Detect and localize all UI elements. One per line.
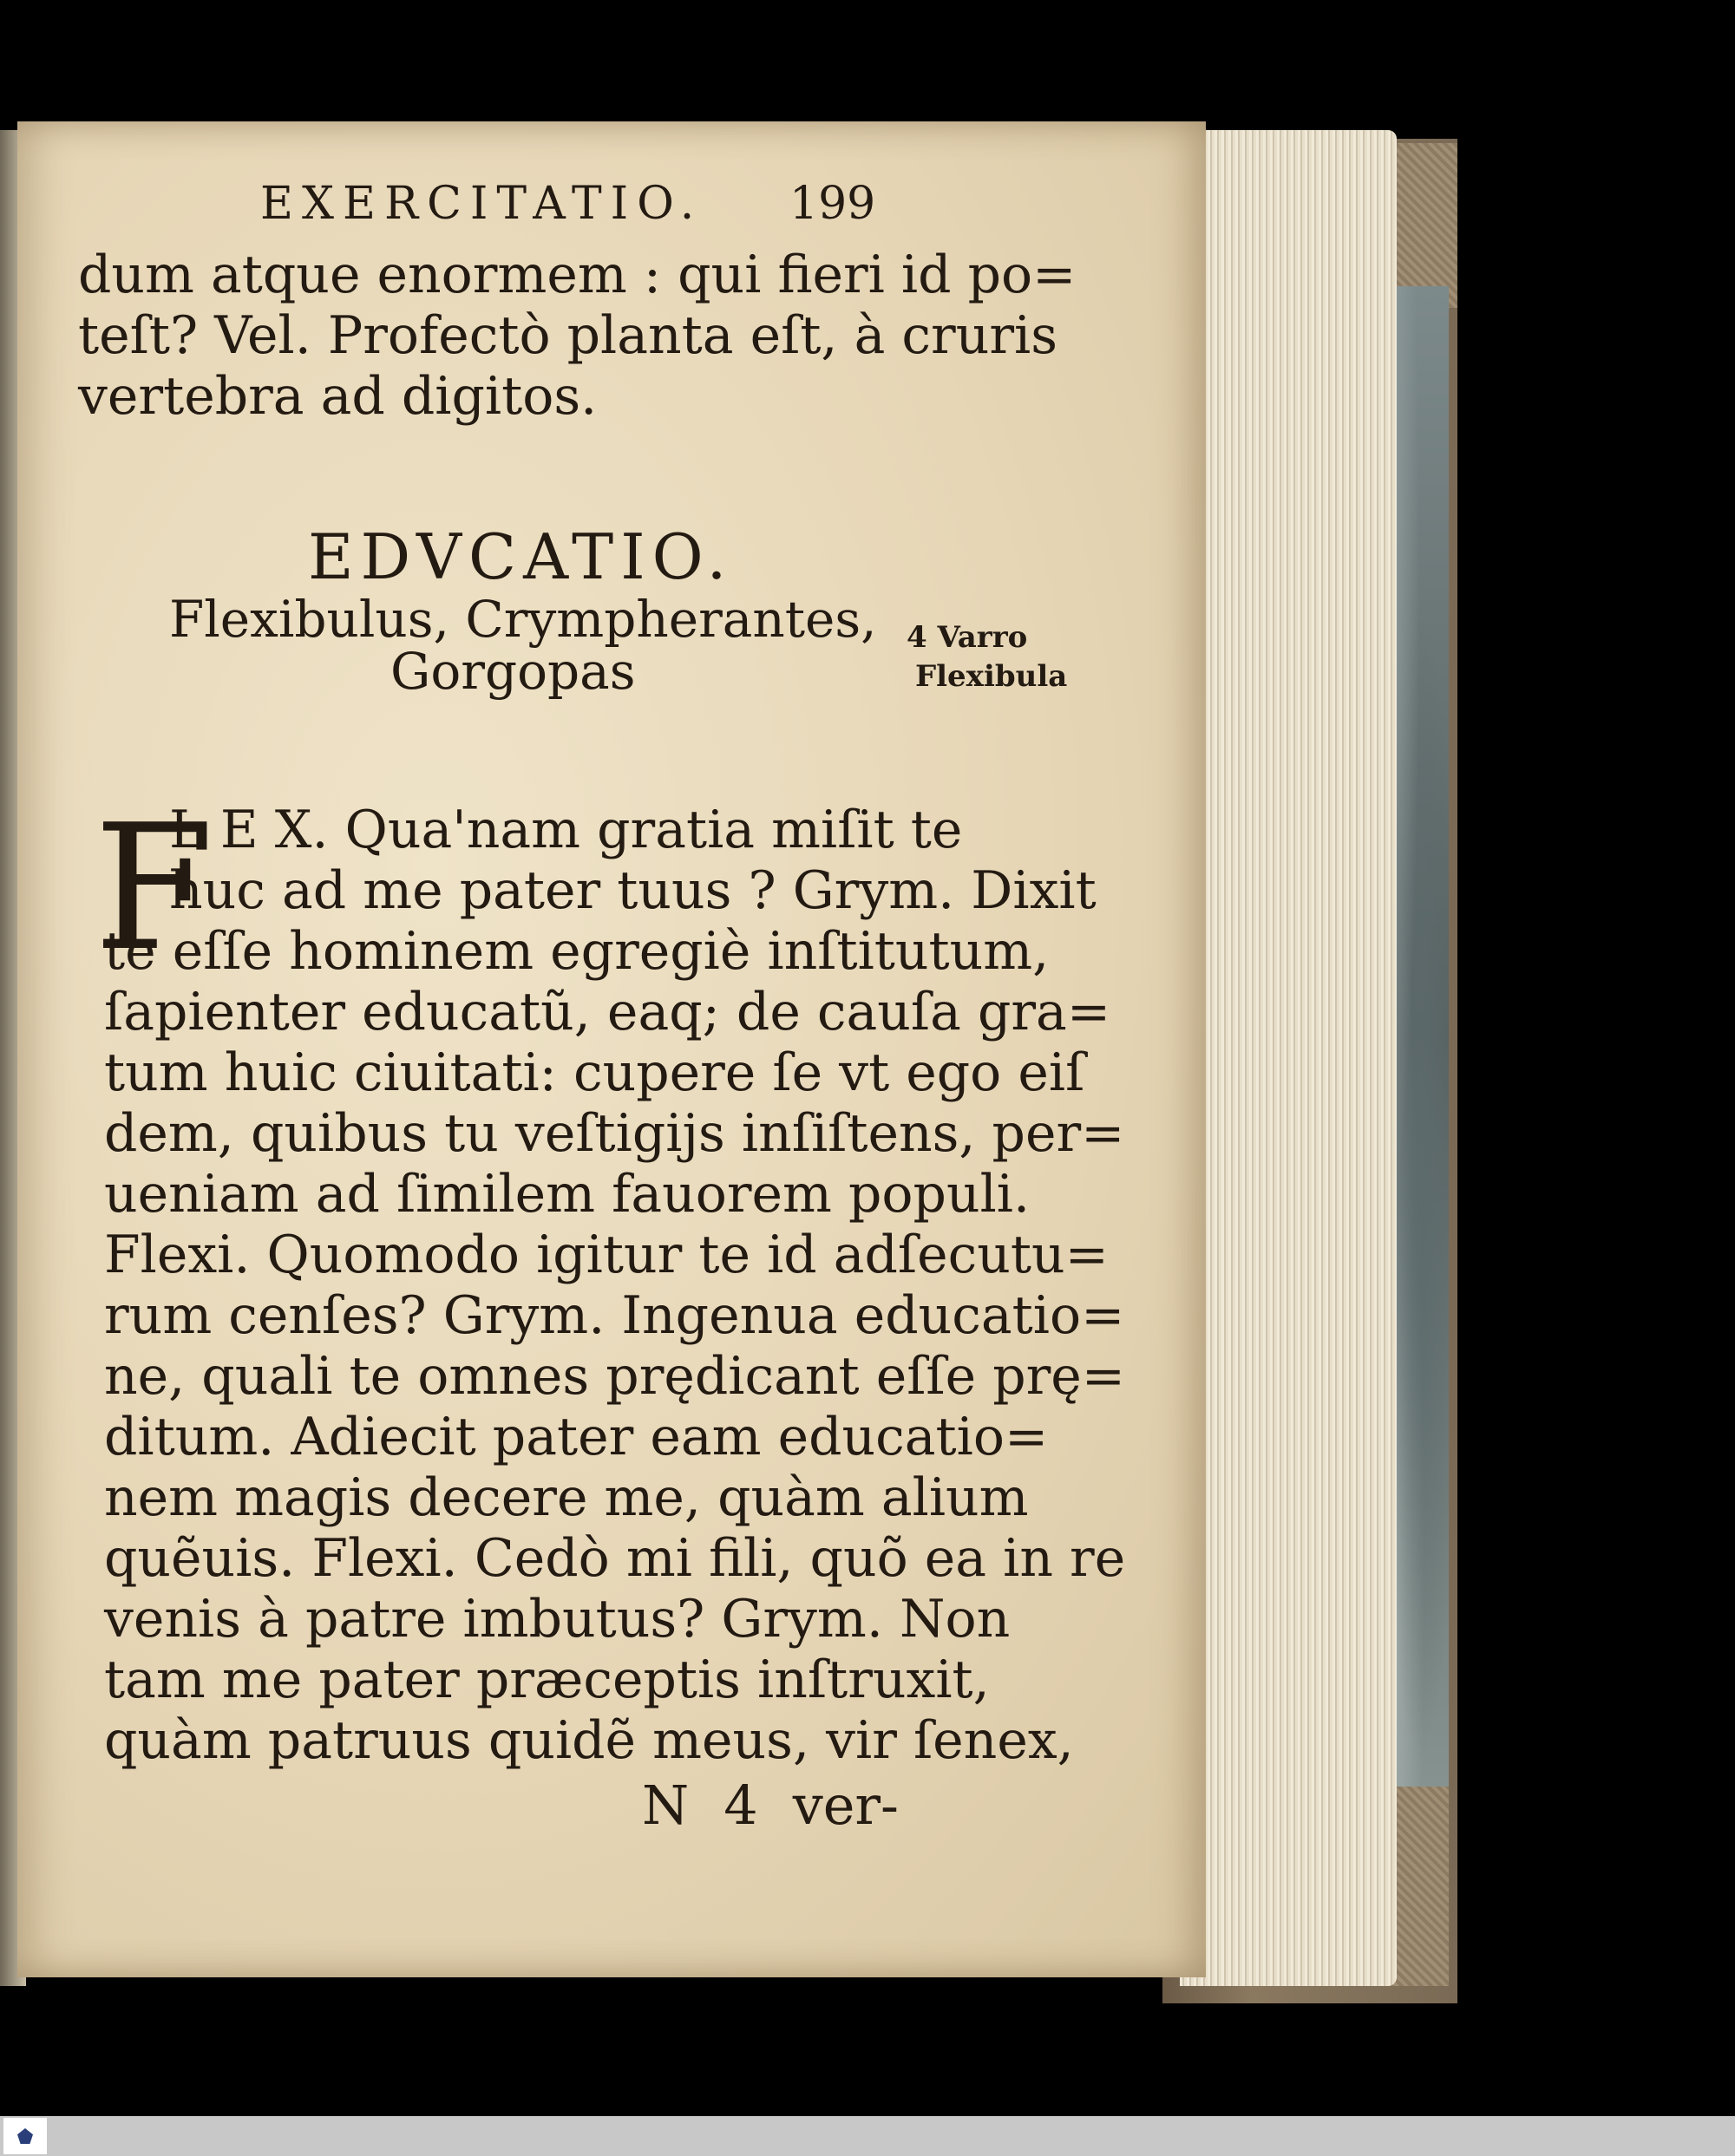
dialogue-line: quẽuis. Flexi. Cedò mi fili, quõ ea in re — [104, 1528, 1126, 1589]
library-logo — [3, 2118, 47, 2154]
drop-capital: F — [94, 787, 214, 990]
dialogue-line: huc ad me pater tuus ? Grym. Dixit — [169, 860, 1097, 921]
dialogue-line: rum cenſes? Grym. Ingenua educatio= — [104, 1285, 1125, 1346]
dialogue-line: ſapienter educatũ, eaq; de cauſa gra= — [104, 982, 1111, 1042]
text-line: dum atque enormem : qui fieri id po= — [78, 245, 1077, 305]
dialogue-line: L E X. Qua'nam gratia miſit te — [169, 800, 963, 860]
section-subtitle: Flexibulus, Crympherantes, — [169, 590, 877, 649]
dialogue-line: tam me pater præceptis inſtruxit, — [104, 1650, 990, 1710]
section-subtitle: Gorgopas — [390, 642, 636, 701]
viewer-footer — [0, 2116, 1735, 2156]
dialogue-line: nem magis decere me, quàm alium — [104, 1467, 1029, 1528]
dialogue-line: venis à patre imbutus? Grym. Non — [104, 1589, 1011, 1650]
library-crest-icon — [17, 2128, 33, 2144]
text-line: teſt? Vel. Profectò planta eſt, à cruris — [78, 305, 1058, 366]
signature-number: 4 — [723, 1774, 758, 1837]
dialogue-line: ueniam ad ſimilem fauorem populi. — [104, 1164, 1031, 1225]
dialogue-line: ne, quali te omnes prędicant eſſe prę= — [104, 1346, 1126, 1407]
page-number: 199 — [789, 178, 876, 230]
marginal-note: Flexibula — [915, 659, 1068, 694]
section-title: EDVCATIO. — [308, 520, 734, 593]
marginal-note: 4 Varro — [907, 620, 1028, 655]
signature-line — [642, 1774, 899, 1837]
signature-mark: N — [642, 1774, 690, 1837]
dialogue-line: dem, quibus tu veſtigijs inſiſtens, per= — [104, 1103, 1125, 1164]
dialogue-line: quàm patruus quidẽ meus, vir ſenex, — [104, 1710, 1074, 1771]
page-edges — [1180, 130, 1397, 1986]
dialogue-line: ditum. Adiecit pater eam educatio= — [104, 1407, 1049, 1467]
running-head: EXERCITATIO. — [260, 178, 704, 230]
dialogue-line: te eſſe hominem egregiè inſtitutum, — [104, 921, 1050, 982]
dialogue-line: Flexi. Quomodo igitur te id adſecutu= — [104, 1225, 1109, 1285]
text-line: vertebra ad digitos. — [78, 366, 598, 427]
dialogue-line: tum huic ciuitati: cupere ſe vt ego eiſ — [104, 1042, 1085, 1103]
catchword: ver- — [792, 1774, 900, 1837]
